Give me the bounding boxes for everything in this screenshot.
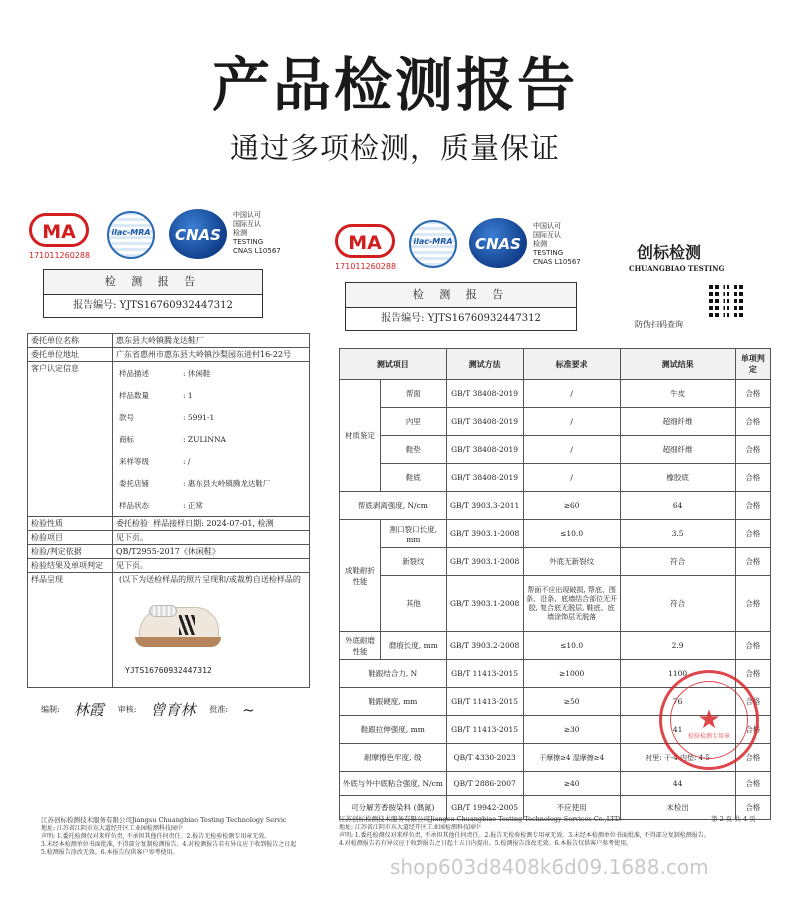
table-row: 鞋跟结合力, N GB/T 11413-2015 ≥1000 1100 合格 bbox=[340, 660, 771, 688]
table-row: 鞋跟硬度, mm GB/T 11413-2015 ≥50 76 合格 bbox=[340, 688, 771, 716]
table-row: 材质鉴定 帮面 GB/T 38408-2019 / 牛皮 合格 bbox=[340, 380, 771, 408]
footer-notes: 地址: 江苏省江阴市东大道经开区工业园检测科技园中 声明: 1.委托检测仅对来样负责, 不承担其他任何责任。2.报告无检验检测专用章无效。3.未经本检测单位书面批准, 不得部分复制检测报告。 4.对检测报告若有异议应于收到报告之日起十五日内提出。5.检测报告涂改无效。6.本报告仅供客户参考使用。 bbox=[339, 824, 710, 847]
list-item: 样品描述 : 休闲鞋 bbox=[119, 368, 211, 378]
list-item: 样品状态 : 正常 bbox=[119, 500, 203, 510]
table-row: 委托单位地址 广东省惠州市惠东县大岭镇沙梨园东进村16-22号 bbox=[28, 348, 310, 362]
report-box-title: 检 测 报 告 bbox=[346, 283, 576, 308]
page-title: 产品检测报告 bbox=[211, 51, 578, 119]
table-header-row: 测试项目 测试方法 标准要求 测试结果 单项判定 bbox=[340, 349, 771, 380]
report-page-left bbox=[27, 205, 310, 855]
cnas-logo: CNAS bbox=[469, 218, 527, 268]
report-title-box bbox=[345, 282, 577, 331]
footer-company: 江苏创标检测技术服务有限公司Jiangsu Chuangbiao Testing Technology Servic bbox=[41, 816, 287, 824]
ilac-mra-logo: ilac-MRA bbox=[409, 220, 457, 268]
signature-approver: ~ bbox=[242, 700, 255, 719]
qr-code-icon[interactable] bbox=[709, 284, 745, 320]
footer-notes: 地址: 江苏省江阴市东大道经开区工业园检测科技园中 声明: 1.委托检测仅对来样负责, 不承担其他任何责任。2.报告无检验检测专用章无效。 3.未经本检测单位书面批准, 不得部分复制检测报告。4.对检测报告若有异议应于收到报告之日起 5.检测报告涂改无效。6.本报告仅供客户参考使用。 bbox=[41, 825, 297, 855]
sample-code: YJTS16760932447312 bbox=[125, 666, 212, 675]
list-item: 商标 : ZULINNA bbox=[119, 434, 226, 444]
table-row: 样品呈现 (以下为送检样品的照片呈现和/或裁剪自送检样品的 YJTS16760932447312 bbox=[28, 573, 310, 688]
cma-logo: MA bbox=[29, 213, 89, 247]
shoe-sample-image bbox=[131, 599, 226, 654]
shop-watermark: shop603d8408k6d09.1688.com bbox=[390, 855, 709, 879]
table-row: 客户认定信息 样品描述 : 休闲鞋 样品数量 : 1 款号 : 5991-1 商标 : ZULINNA 来样等级 : / 委托店铺 : 惠东县大岭镇腾龙达鞋厂 样品状态 : 正常 bbox=[28, 362, 310, 517]
brand-name-en: CHUANGBIAO TESTING bbox=[629, 264, 725, 273]
report-title-box bbox=[43, 269, 263, 318]
cnas-logo: CNAS bbox=[169, 209, 227, 259]
signature-row: 编制: 林霞 审核: 曾育林 批准: ~ bbox=[41, 700, 255, 719]
table-row: 外底耐磨性能 磨痕长度, mm GB/T 3903.2-2008 ≤10.0 2.9 合格 bbox=[340, 632, 771, 660]
signature-reviewer: 曾育林 bbox=[150, 701, 196, 719]
table-row: 委托单位名称 惠东县大岭镇腾龙达鞋厂 bbox=[28, 334, 310, 348]
ilac-mra-logo: ilac-MRA bbox=[107, 211, 155, 259]
table-row: 检验结果及单项判定 见下页。 bbox=[28, 559, 310, 573]
cma-logo: MA bbox=[335, 224, 395, 258]
client-info-table bbox=[27, 333, 310, 688]
table-row: 帮底剥离强度, N/cm GB/T 3903.3-2011 ≥60 64 合格 bbox=[340, 492, 771, 520]
report-page-right bbox=[331, 212, 779, 852]
list-item: 委托店铺 : 惠东县大岭镇腾龙达鞋厂 bbox=[119, 478, 271, 488]
table-row: 鞋跟拉伸强度, mm GB/T 11413-2015 ≥30 41 合格 bbox=[340, 716, 771, 744]
list-item: 样品数量 : 1 bbox=[119, 390, 193, 400]
signature-compiler: 林霞 bbox=[73, 701, 104, 719]
table-row: 可分解芳香胺染料 (偶氮) GB/T 19942-2005 不应使用 未检出 合格 bbox=[340, 796, 771, 820]
cma-number: 171011260288 bbox=[29, 251, 91, 260]
report-number: 报告编号: YJTS16760932447312 bbox=[73, 300, 233, 311]
sample-note: (以下为送检样品的照片呈现和/或裁剪自送检样品的 bbox=[119, 575, 301, 584]
table-row: 成鞋耐折性能 割口裂口长度, mm GB/T 3903.1-2008 ≤10.0 3.5 合格 bbox=[340, 520, 771, 548]
table-row: 检验性质 委托检验 样品接样日期: 2024-07-01, 检测 bbox=[28, 517, 310, 531]
official-seal-stamp: ★ 检验检测专用章 bbox=[659, 670, 759, 770]
table-row: 检验项目 见下页。 bbox=[28, 531, 310, 545]
list-item: 来样等级 : / bbox=[119, 456, 191, 466]
table-row: 鞋底 GB/T 38408-2019 / 橡胶底 合格 bbox=[340, 464, 771, 492]
table-row: 鞋垫 GB/T 38408-2019 / 超细纤维 合格 bbox=[340, 436, 771, 464]
cnas-text: 中国认可 国际互认 检测 TESTING CNAS L10567 bbox=[533, 222, 581, 266]
table-row: 新裂纹 GB/T 3903.1-2008 外底无新裂纹 符合 合格 bbox=[340, 548, 771, 576]
table-row: 外底与外中底粘合强度, N/cm QB/T 2886-2007 ≥40 44 合格 bbox=[340, 772, 771, 796]
footer-company: 江苏创标检测技术服务有限公司Jiangsu Chuangbiao Testing Technology Services Co.,LTD. bbox=[339, 815, 622, 823]
page-subtitle: 通过多项检测，质量保证 bbox=[229, 131, 560, 165]
cma-number: 171011260288 bbox=[335, 262, 397, 271]
table-row: 其他 GB/T 3903.1-2008 帮面不应出现破损, 帮底、围条、沿条、底墙结合部位无开胶, 复合底无脱层, 鞋底、底墙涂饰层无脱落 符合 合格 bbox=[340, 576, 771, 632]
cnas-text: 中国认可 国际互认 检测 TESTING CNAS L10567 bbox=[233, 211, 281, 255]
report-number: 报告编号: YJTS16760932447312 bbox=[381, 313, 541, 324]
page-number: 第 2 页 共 4 页 bbox=[711, 815, 756, 823]
table-row: 检验/判定依据 QB/T2955-2017《休闲鞋》 bbox=[28, 545, 310, 559]
table-row: 内里 GB/T 38408-2019 / 超细纤维 合格 bbox=[340, 408, 771, 436]
report-box-title: 检 测 报 告 bbox=[44, 270, 262, 295]
table-row: 耐摩擦色牢度, 级 QB/T 4330-2023 干摩擦≥4 湿摩擦≥4 衬里: 干-4 内垫: 4-5 合格 bbox=[340, 744, 771, 772]
brand-name: 创标检测 bbox=[637, 243, 702, 262]
list-item: 款号 : 5991-1 bbox=[119, 412, 215, 422]
qr-caption: 防伪扫码查询 bbox=[635, 320, 683, 329]
